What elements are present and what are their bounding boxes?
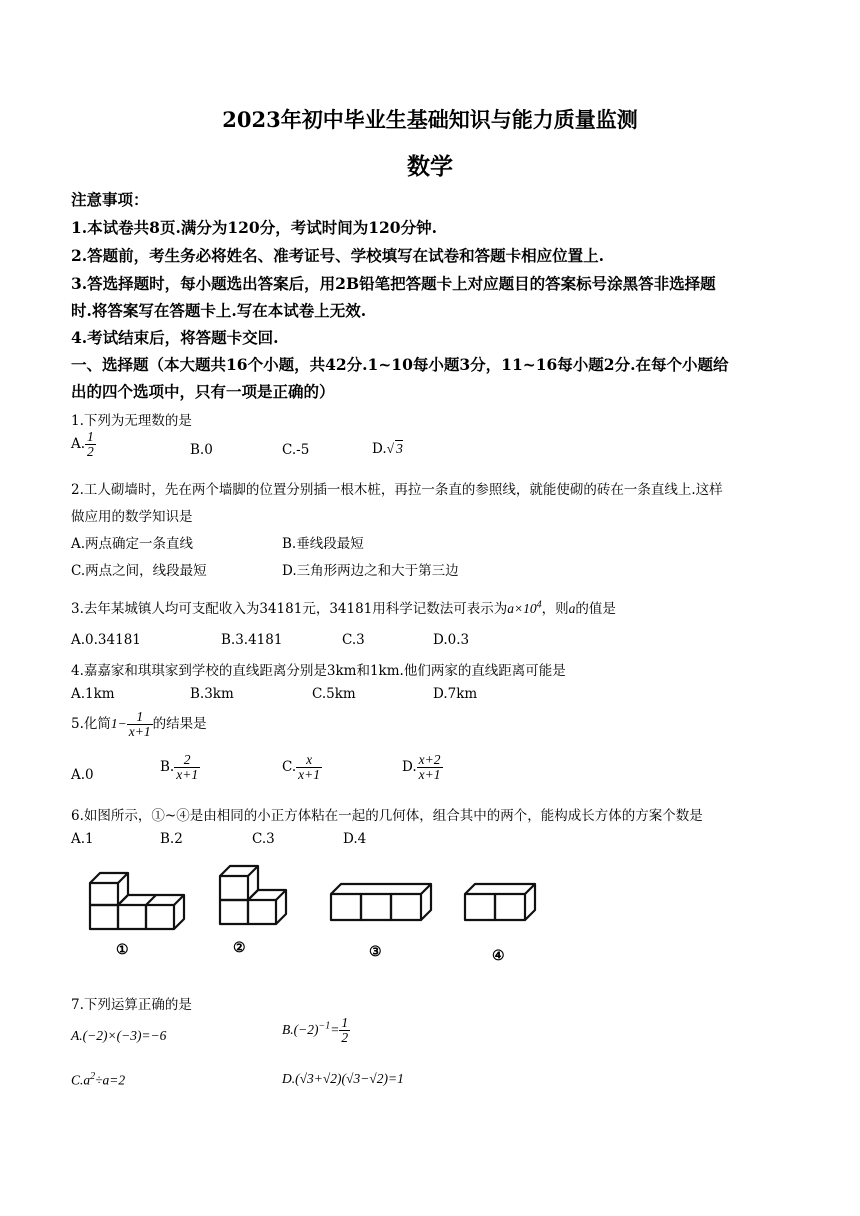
q7-b-denominator: 2: [341, 1030, 349, 1046]
q7-option-c: [71, 1071, 125, 1089]
q3-exponent: 4: [536, 599, 542, 611]
q5-option-a: A.0: [71, 767, 94, 783]
q5-option-d-label: D.: [402, 759, 417, 776]
q7-b-numerator: 1: [341, 1015, 349, 1030]
solid-figure-2: [215, 860, 305, 932]
notice-item-2: 2.答题前，考生务必将姓名、准考证号、学校填写在试卷和答题卡相应位置上.: [71, 246, 605, 265]
q5-d-denominator: x+1: [418, 767, 441, 783]
q4-stem: 4.嘉嘉家和琪琪家到学校的直线距离分别是3km和1km.他们两家的直线距离可能是: [71, 663, 566, 679]
q3-option-b: B.3.4181: [221, 632, 283, 648]
q1-option-a: [71, 430, 96, 459]
q5-option-c: [282, 753, 322, 782]
q5-c-fraction: [296, 753, 322, 782]
q5-c-numerator: x: [296, 753, 322, 768]
q1-a-numerator: 1: [87, 429, 94, 444]
figure-label-2: ②: [233, 940, 246, 956]
q5-stem-pre: 5.化简: [71, 716, 111, 733]
q7-option-c-label: C.: [71, 1072, 84, 1088]
section-heading: 一、选择题（本大题共16个小题，共42分.1~10每小题3分，11~16每小题2分.在每个小题给: [71, 355, 729, 374]
q4-option-d: D.7km: [433, 686, 478, 702]
q5-numerator: 1: [127, 710, 153, 725]
figure-label-1: ①: [116, 942, 129, 958]
notice-item-3: 3.答选择题时，每小题选出答案后，用2B铅笔把答题卡上对应题目的答案标号涂黑答非选择题: [71, 274, 716, 293]
q6-stem: 6.如图所示，①~④是由相同的小正方体粘在一起的几何体，组合其中的两个，能构成长方体的方案个数是: [71, 808, 703, 824]
q3-option-d: D.0.3: [433, 632, 470, 648]
q5-b-numerator: 2: [174, 753, 200, 768]
q7-option-b-base: B.(−2): [282, 1021, 319, 1037]
exam-title: 2023年初中毕业生基础知识与能力质量监测: [222, 107, 638, 132]
q1-d-radicand: 3: [396, 441, 403, 456]
q3-stem-post: 的值是: [575, 601, 616, 617]
q2-option-d: D.三角形两边之和大于第三边: [282, 563, 459, 579]
solid-figure-1: [85, 865, 205, 935]
q7-b-exponent: −1: [318, 1020, 331, 1032]
q4-option-a: A.1km: [71, 686, 115, 702]
q5-stem-fraction: [127, 710, 153, 739]
q5-b-fraction: [174, 753, 200, 782]
q1-stem: 1.下列为无理数的是: [71, 413, 192, 429]
q1-a-denominator: 2: [87, 444, 94, 460]
section-heading-cont: 出的四个选项中，只有一项是正确的）: [71, 382, 335, 401]
q7-c-rest: ÷a=2: [95, 1072, 126, 1088]
q5-option-d: [402, 753, 443, 782]
notice-item-3-cont: 时.将答案写在答题卡上.写在本试卷上无效.: [71, 301, 367, 320]
q6-option-c: C.3: [252, 831, 275, 847]
q6-option-d: D.4: [343, 831, 367, 847]
figure-label-3: ③: [369, 944, 382, 960]
q1-option-b: B.0: [190, 442, 213, 458]
q1-option-a-label: A.: [71, 436, 86, 453]
notice-heading: 注意事项：: [71, 190, 149, 209]
q1-option-a-fraction: [85, 430, 96, 459]
subject-title: 数学: [407, 153, 453, 180]
notice-item-4: 4.考试结束后，将答题卡交回.: [71, 328, 279, 347]
q3-stem: [71, 597, 616, 617]
q6-option-b: B.2: [160, 831, 183, 847]
q7-option-b: [282, 1016, 350, 1045]
q2-stem-line1: 2.工人砌墙时，先在两个墙脚的位置分别插一根木桩，再拉一条直的参照线，就能使砌的砖在一条直线上.这样: [71, 482, 723, 498]
q1-option-d: [372, 440, 403, 457]
q5-denominator: x+1: [128, 724, 151, 740]
notice-item-1: 1.本试卷共8页.满分为120分，考试时间为120分钟.: [71, 218, 437, 237]
q2-option-b: B.垂线段最短: [282, 536, 364, 552]
q5-option-b: [160, 753, 200, 782]
q4-option-b: B.3km: [190, 686, 234, 702]
q1-option-d-label: D.: [372, 441, 387, 457]
q5-option-b-label: B.: [160, 759, 175, 776]
q6-option-a: A.1: [71, 831, 94, 847]
q7-option-a: A.(−2)×(−3)=−6: [71, 1028, 167, 1043]
q7-b-equals: =: [330, 1021, 340, 1037]
q3-stem-mid: ，则: [541, 601, 569, 617]
q7-stem: 7.下列运算正确的是: [71, 997, 192, 1013]
q5-stem: [71, 710, 207, 739]
q5-lead-term: 1−: [110, 716, 127, 732]
figure-label-4: ④: [492, 948, 505, 964]
q5-d-numerator: x+2: [418, 752, 441, 767]
q1-option-c: C.-5: [282, 442, 310, 458]
q3-option-a: A.0.34181: [71, 632, 141, 648]
q7-c-exponent: 2: [90, 1071, 96, 1082]
solid-figure-4: [460, 880, 540, 928]
q5-b-denominator: x+1: [176, 767, 199, 783]
q2-option-a: A.两点确定一条直线: [71, 536, 194, 552]
q4-option-c: C.5km: [312, 686, 356, 702]
q7-option-d: D.(√3+√2)(√3−√2)=1: [282, 1071, 404, 1086]
sqrt-symbol: √: [386, 441, 395, 456]
q5-stem-post: 的结果是: [152, 716, 207, 733]
q3-option-c: C.3: [342, 632, 365, 648]
q7-b-fraction: [339, 1016, 350, 1045]
q2-option-c: C.两点之间，线段最短: [71, 563, 207, 579]
q5-c-denominator: x+1: [298, 767, 320, 783]
q7-c-base: a: [83, 1072, 91, 1088]
q3-expression: a×10: [507, 601, 537, 616]
q3-stem-pre: 3.去年某城镇人均可支配收入为34181元，34181用科学记数法可表示为: [71, 601, 508, 617]
q5-d-fraction: [417, 753, 443, 782]
q3-variable: a: [568, 601, 576, 616]
q2-stem-line2: 做应用的数学知识是: [71, 509, 193, 525]
solid-figure-3: [326, 880, 436, 928]
q5-option-c-label: C.: [282, 759, 297, 776]
